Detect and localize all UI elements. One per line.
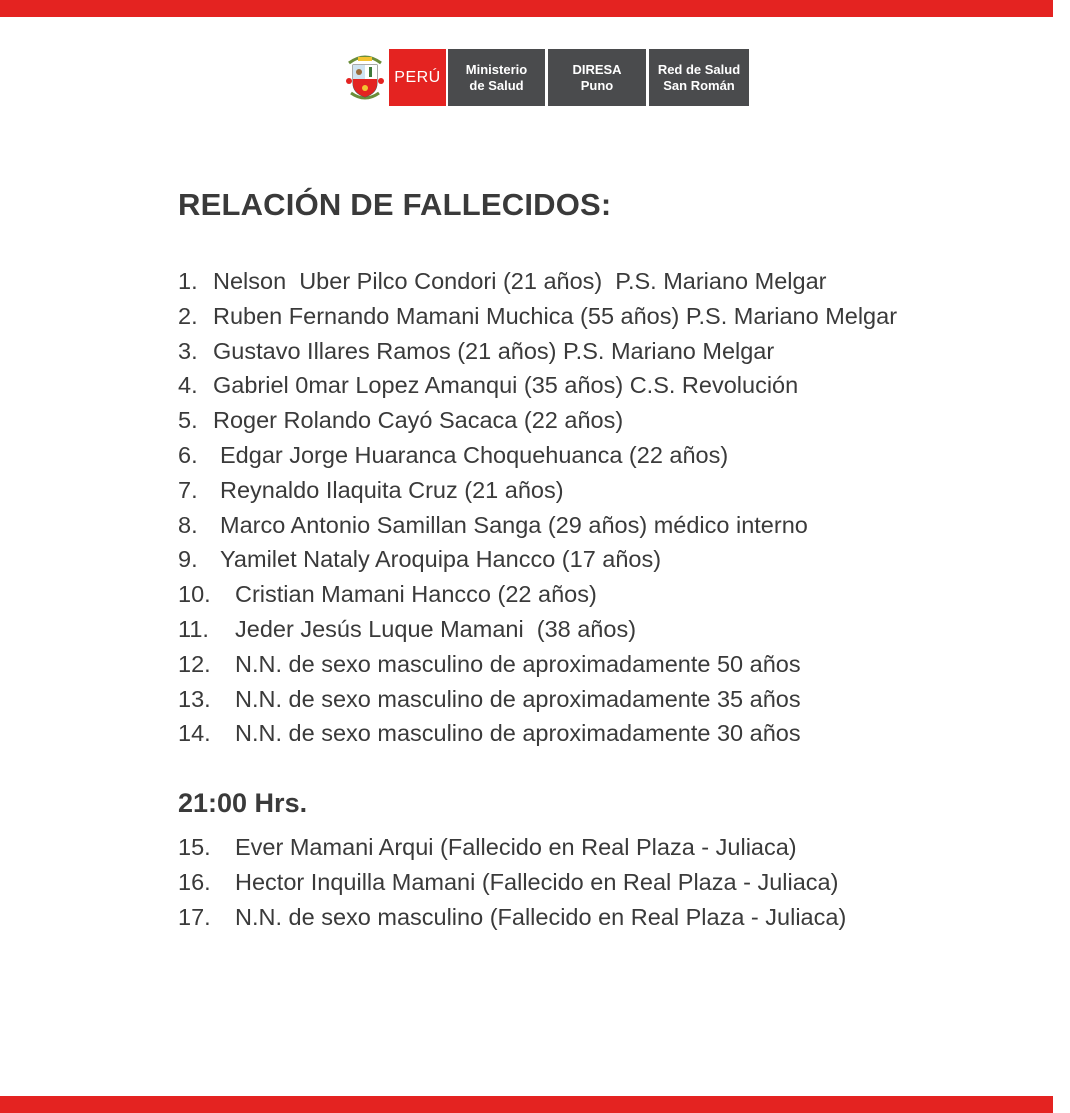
list-item [178,473,897,508]
item-number: 16. [178,868,211,895]
item-number: 7. [178,476,198,503]
item-text: Yamilet Nataly Aroquipa Hancco (17 años) [220,546,662,573]
peru-label-box [389,49,446,106]
list-item [178,403,897,438]
item-text: Edgar Jorge Huaranca Choquehuanca (22 años) [220,441,729,468]
item-text: Jeder Jesús Luque Mamani (38 años) [235,615,637,642]
peru-label: PERÚ [394,68,441,86]
red-salud-line-2: San Román [663,77,735,93]
list-item [178,508,897,543]
item-text: Hector Inquilla Mamani (Fallecido en Real Plaza - Juliaca) [235,868,839,895]
item-text: Marco Antonio Samillan Sanga (29 años) médico interno [220,511,808,538]
ministry-header [340,49,749,106]
item-number: 11. [178,615,209,642]
item-number: 13. [178,685,211,712]
list-item [178,334,897,369]
diresa-line-2: Puno [580,77,614,93]
item-text: N.N. de sexo masculino (Fallecido en Real Plaza - Juliaca) [235,903,847,930]
peru-coat-of-arms-icon [340,49,389,106]
time-subtitle: 21:00 Hrs. [178,788,308,818]
item-number: 10. [178,581,211,608]
item-text: N.N. de sexo masculino de aproximadamente 30 años [235,720,801,747]
item-text: N.N. de sexo masculino de aproximadamente 35 años [235,685,801,712]
item-number: 9. [178,546,198,573]
diresa-line-1: DIRESA [572,61,622,77]
diresa-puno-box [548,49,646,106]
bottom-red-bar [0,1096,1053,1113]
list-item [178,542,897,577]
item-number: 3. [178,337,198,364]
item-number: 17. [178,903,211,930]
deceased-list [178,264,897,751]
page-title: RELACIÓN DE FALLECIDOS: [178,187,612,222]
item-number: 8. [178,511,198,538]
top-red-bar [0,0,1053,17]
item-text: Reynaldo Ilaquita Cruz (21 años) [220,476,564,503]
item-text: Ruben Fernando Mamani Muchica (55 años) P.S. Mariano Melgar [213,302,898,329]
list-item [178,438,897,473]
item-text: Nelson Uber Pilco Condori (21 años) P.S. Mariano Melgar [213,268,827,294]
item-text: N.N. de sexo masculino de aproximadamente 50 años [235,650,801,677]
ministerio-salud-box [448,49,545,106]
item-number: 1. [178,268,198,294]
item-text: Gustavo Illares Ramos (21 años) P.S. Mariano Melgar [213,337,775,364]
list-item [178,830,846,865]
item-text: Ever Mamani Arqui (Fallecido en Real Plaza - Juliaca) [235,834,797,860]
list-item [178,682,897,717]
ministerio-line-2: de Salud [469,77,524,93]
item-number: 4. [178,372,198,399]
list-item [178,577,897,612]
item-number: 6. [178,441,198,468]
item-number: 14. [178,720,211,747]
list-item [178,299,897,334]
list-item [178,264,897,299]
item-text: Roger Rolando Cayó Sacaca (22 años) [213,407,624,434]
red-salud-box [649,49,749,106]
list-item [178,900,846,935]
red-salud-line-1: Red de Salud [657,61,741,77]
item-number: 5. [178,407,198,434]
item-text: Gabriel 0mar Lopez Amanqui (35 años) C.S. Revolución [213,372,799,399]
list-item [178,368,897,403]
item-number: 2. [178,302,198,329]
deceased-list-2100 [178,830,846,934]
list-item [178,716,897,751]
ministerio-line-1: Ministerio [465,61,528,77]
list-item [178,865,846,900]
list-item [178,647,897,682]
item-text: Cristian Mamani Hancco (22 años) [235,581,597,608]
list-item [178,612,897,647]
item-number: 15. [178,834,211,860]
item-number: 12. [178,650,211,677]
